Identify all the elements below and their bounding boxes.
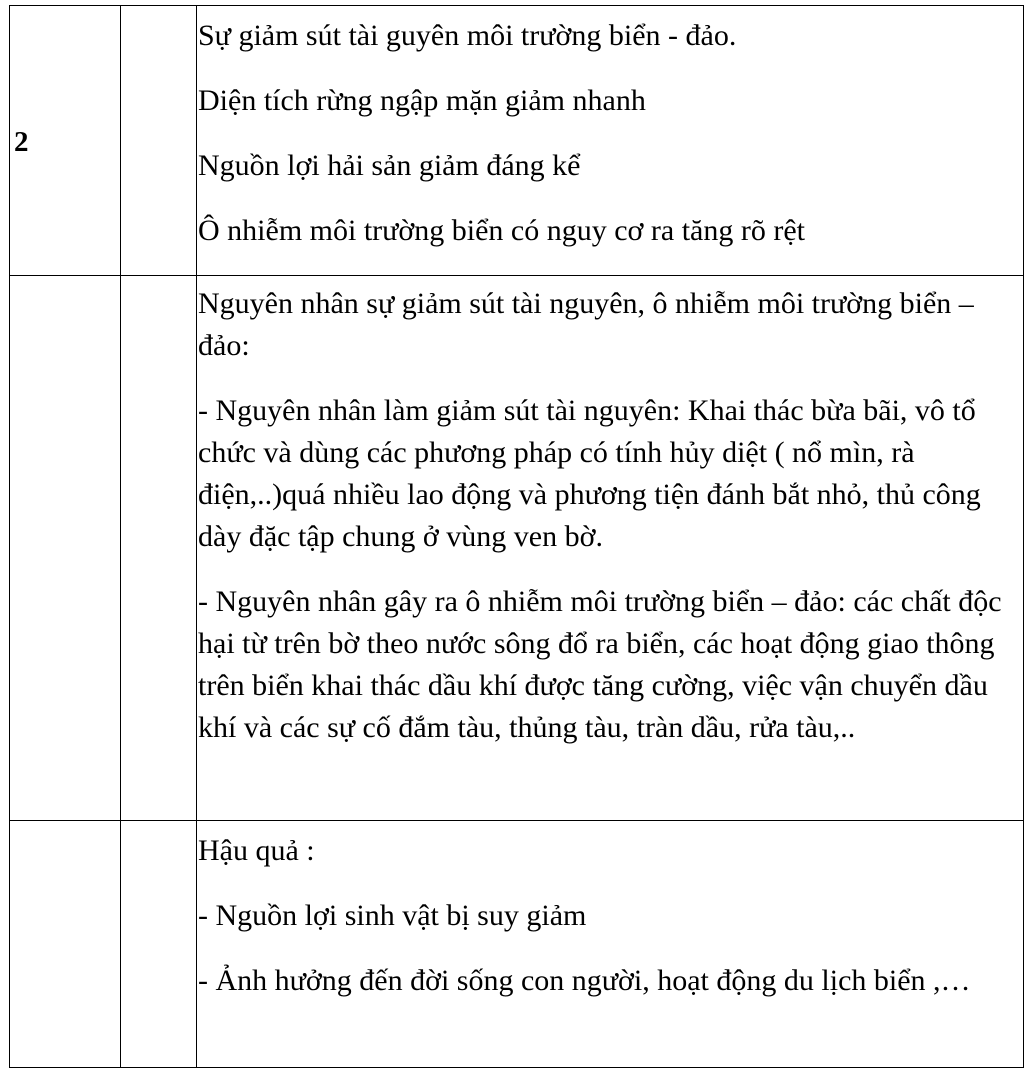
content-paragraph: Diện tích rừng ngập mặn giảm nhanh (198, 84, 646, 117)
table-row (10, 276, 1024, 821)
content-paragraph: - Nguyên nhân gây ra ô nhiễm môi trường biển – đảo: các chất độc hại từ trên bờ theo nước sông đổ ra biển, các hoạt động giao thông trên biển khai thác dầu khí được tăng cường, việc vận chuyển dầu khí và các sự cố đắm tàu, thủng tàu, tràn dầu, rửa tàu,.. (198, 585, 1002, 744)
content-paragraph: - Nguồn lợi sinh vật bị suy giảm (198, 899, 587, 932)
score-cell (121, 276, 197, 821)
score-cell (121, 6, 197, 276)
content-paragraph: Ô nhiễm môi trường biển có nguy cơ ra tăng rõ rệt (198, 214, 806, 247)
content-cell (197, 276, 1024, 821)
content-paragraph: - Ảnh hưởng đến đời sống con người, hoạt động du lịch biển ,… (198, 964, 971, 997)
content-cell (197, 821, 1024, 1068)
table-row (10, 6, 1024, 276)
table-row (10, 821, 1024, 1068)
question-number-cell (10, 821, 121, 1068)
content-paragraph: Nguồn lợi hải sản giảm đáng kể (198, 149, 581, 182)
answer-table (9, 5, 1024, 1068)
content-paragraph: Nguyên nhân sự giảm sút tài nguyên, ô nhiễm môi trường biển – đảo: (198, 287, 974, 362)
score-cell (121, 821, 197, 1068)
content-paragraph: Sự giảm sút tài guyên môi trường biển - đảo. (198, 19, 737, 52)
question-number: 2 (14, 125, 29, 158)
content-paragraph: Hậu quả : (198, 834, 315, 867)
content-cell (197, 6, 1024, 276)
question-number-cell (10, 276, 121, 821)
question-number-cell (10, 6, 121, 276)
content-paragraph: - Nguyên nhân làm giảm sút tài nguyên: Khai thác bừa bãi, vô tổ chức và dùng các phương pháp có tính hủy diệt ( nổ mìn, rà điện,..)quá nhiều lao động và phương tiện đánh bắt nhỏ, thủ công dày đặc tập chung ở vùng ven bờ. (198, 394, 981, 553)
